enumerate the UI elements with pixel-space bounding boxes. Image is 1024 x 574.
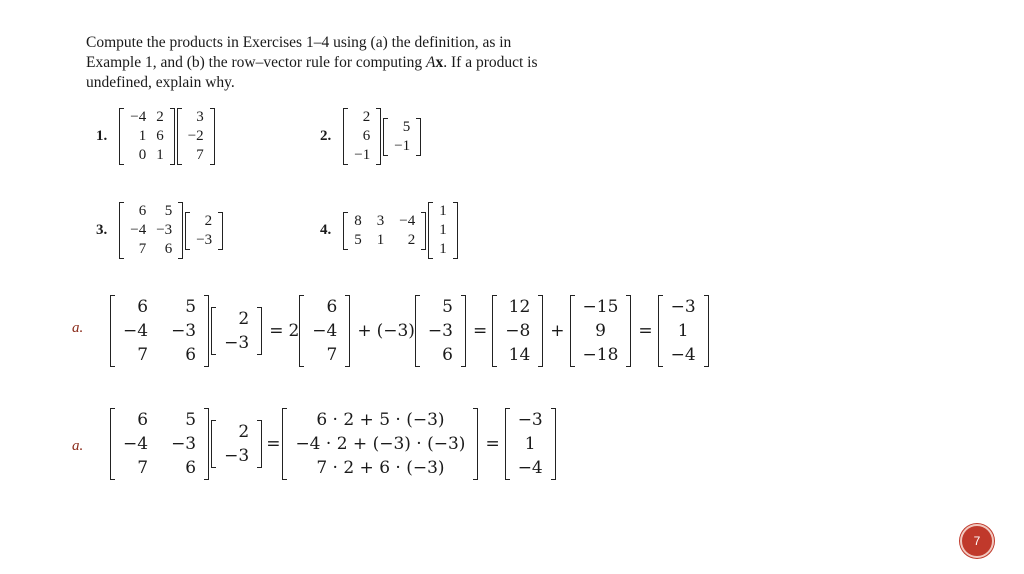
- matrix-entry: 1: [524, 434, 536, 454]
- exercise-1: [96, 108, 217, 165]
- matrix-entry: 2: [238, 309, 250, 329]
- matrix-entry: −8: [505, 321, 531, 341]
- instructions-text-1: Compute the products in Exercises 1–4 using (a) the definition, as in Example 1, and (b) the row–vector rule for computing: [86, 34, 512, 71]
- matrix-entry: 6: [185, 345, 197, 365]
- matrix-symbol: A: [426, 54, 436, 71]
- matrix-entry: −15: [582, 297, 619, 317]
- matrix-entry: 2: [156, 109, 164, 125]
- matrix-entry: 6: [138, 203, 147, 219]
- matrix-entry: 1: [439, 222, 447, 238]
- matrix: [119, 202, 183, 259]
- solution-label: a.: [72, 438, 84, 454]
- vector: [428, 202, 458, 259]
- matrix-entry: 5: [442, 297, 453, 317]
- matrix-entry: −4: [123, 321, 149, 341]
- matrix-entry: 2: [362, 109, 371, 125]
- matrix-entry: −4: [399, 212, 416, 229]
- matrix-column: [500, 295, 535, 367]
- matrix-entry: 14: [508, 345, 531, 365]
- matrix-entry: −3: [156, 222, 173, 238]
- matrix-entry: −3: [171, 321, 197, 341]
- vector: [492, 295, 543, 367]
- matrix-entry: 6: [137, 410, 149, 430]
- matrix-column: [183, 108, 209, 165]
- solution-linear-combination: [110, 295, 711, 367]
- matrix: [343, 108, 381, 165]
- matrix-column: [125, 202, 151, 259]
- matrix-entry: −4: [130, 109, 147, 125]
- exercise-number: 3.: [96, 222, 108, 238]
- page-number-badge: [960, 524, 994, 558]
- matrix-entry: −1: [354, 147, 371, 163]
- plus-sign: +: [550, 321, 565, 341]
- matrix-entry: 7: [138, 241, 147, 257]
- matrix: [119, 108, 174, 165]
- matrix-column: [290, 408, 470, 480]
- vector: [299, 295, 350, 367]
- matrix-column: [389, 118, 415, 156]
- vector-symbol: x: [435, 54, 444, 71]
- vector: [570, 295, 632, 367]
- matrix-entry: 6: [326, 297, 338, 317]
- solution-row-vector-rule: [110, 408, 558, 480]
- matrix-entry: 2: [407, 231, 416, 248]
- matrix-entry: 5: [402, 118, 411, 135]
- matrix-entry: −1: [394, 137, 411, 154]
- page-number: 7: [973, 534, 981, 548]
- equals-sign: =: [638, 321, 653, 341]
- matrix-entry: 1: [156, 147, 164, 163]
- matrix-column: [349, 212, 367, 250]
- matrix-entry: 3: [376, 212, 385, 229]
- exercise-3: [96, 202, 225, 259]
- matrix-entry: 12: [508, 297, 531, 317]
- matrix-column: [191, 212, 217, 250]
- matrix-entry: 7: [137, 458, 149, 478]
- equals-sign: =: [472, 321, 488, 341]
- matrix-entry: 7: [326, 345, 338, 365]
- matrix-column: [434, 202, 452, 259]
- matrix-column: [349, 108, 375, 165]
- matrix: [343, 212, 426, 250]
- coefficient: (−3): [376, 321, 415, 341]
- solution-label: a.: [72, 320, 84, 336]
- vector: [383, 118, 421, 156]
- matrix-entry: 6 · 2 + 5 · (−3): [316, 410, 445, 430]
- matrix-entry: −18: [582, 345, 619, 365]
- matrix-entry: 1: [439, 241, 447, 257]
- matrix-column: [125, 108, 151, 165]
- matrix: [110, 408, 209, 480]
- matrix-entry: 7: [196, 147, 204, 163]
- vector: [658, 295, 709, 367]
- matrix-entry: −4: [517, 458, 543, 478]
- matrix-entry: −4: [312, 321, 338, 341]
- matrix-entry: 3: [196, 109, 204, 125]
- matrix-entry: 7: [137, 345, 149, 365]
- matrix-entry: −3: [224, 446, 250, 466]
- matrix-entry: 9: [595, 321, 606, 341]
- matrix-column: [666, 295, 701, 367]
- matrix-column: [513, 408, 548, 480]
- matrix-entry: −3: [171, 434, 197, 454]
- matrix-entry: 5: [354, 231, 362, 248]
- matrix-column: [367, 212, 395, 250]
- vector: [211, 420, 262, 468]
- matrix-column: [118, 408, 153, 480]
- matrix-entry: −4: [670, 345, 696, 365]
- matrix-entry: 6: [185, 458, 197, 478]
- matrix-entry: −3: [224, 333, 250, 353]
- exercise-4: [320, 202, 460, 259]
- exercise-instructions: [86, 33, 546, 93]
- equals-sign: =: [485, 434, 500, 454]
- matrix-entry: 5: [185, 410, 197, 430]
- exercise-number: 1.: [96, 128, 108, 144]
- matrix-column: [151, 202, 177, 259]
- matrix-entry: 6: [156, 128, 164, 144]
- plus-sign: +: [357, 321, 372, 341]
- vector: [505, 408, 556, 480]
- matrix-column: [578, 295, 624, 367]
- matrix-entry: 6: [442, 345, 453, 365]
- matrix-column: [307, 295, 342, 367]
- matrix-entry: 2: [204, 212, 213, 229]
- vector: [415, 295, 466, 367]
- matrix-column: [151, 108, 169, 165]
- matrix-entry: −3: [517, 410, 543, 430]
- matrix-column: [153, 295, 201, 367]
- matrix-entry: 8: [354, 212, 362, 229]
- exercise-number: 4.: [320, 222, 332, 238]
- matrix-column: [153, 408, 201, 480]
- matrix-entry: −4: [123, 434, 149, 454]
- matrix-entry: −2: [187, 128, 204, 144]
- matrix-entry: 0: [138, 147, 147, 163]
- matrix-column: [423, 295, 458, 367]
- vector: [211, 307, 262, 355]
- exercise-number: 2.: [320, 128, 332, 144]
- matrix-entry: 1: [439, 203, 447, 219]
- matrix-column: [219, 420, 254, 468]
- matrix-entry: 1: [376, 231, 385, 248]
- matrix-entry: −3: [196, 231, 213, 248]
- matrix-entry: 1: [138, 128, 147, 144]
- matrix-entry: 7 · 2 + 6 · (−3): [316, 458, 445, 478]
- matrix-entry: 1: [677, 321, 689, 341]
- matrix-entry: 6: [362, 128, 371, 144]
- matrix-column: [394, 212, 420, 250]
- matrix-entry: −3: [427, 321, 453, 341]
- equals-sign: =: [266, 434, 281, 454]
- matrix-entry: 5: [185, 297, 197, 317]
- instructions-text-2: . If a product is undefined, explain why.: [86, 54, 538, 91]
- matrix-entry: 6: [137, 297, 149, 317]
- matrix-entry: 5: [164, 203, 173, 219]
- coefficient: 2: [288, 321, 300, 341]
- matrix-entry: −3: [670, 297, 696, 317]
- matrix-entry: 6: [164, 241, 173, 257]
- exercise-2: [320, 108, 423, 165]
- matrix: [110, 295, 209, 367]
- equals-sign: =: [269, 321, 284, 341]
- matrix-column: [118, 295, 153, 367]
- matrix-entry: −4 · 2 + (−3) · (−3): [295, 434, 466, 454]
- matrix-column: [219, 307, 254, 355]
- row-products-vector: [282, 408, 478, 480]
- vector: [177, 108, 215, 165]
- matrix-entry: −4: [130, 222, 147, 238]
- vector: [185, 212, 223, 250]
- matrix-entry: 2: [238, 422, 250, 442]
